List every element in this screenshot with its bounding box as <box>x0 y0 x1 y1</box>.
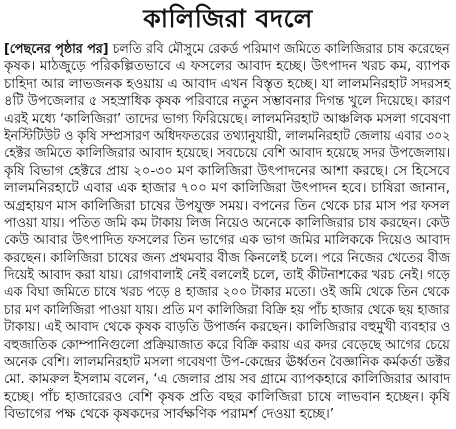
article-line: মো. কামরুল ইসলাম বলেন, ‘এ জেলার প্রায় সব গ্রামে ব্যাপকহারে কালিজিরার আবাদ <box>4 371 451 388</box>
article-line: অগ্রহায়ণ মাস কালিজিরা চাষের উপযুক্ত সময়। বপনের তিন থেকে চার মাস পর ফসল <box>4 197 450 214</box>
article-line: কৃষক। মাঠজুড়ে পরিকল্পিতভাবে এ ফসলের আবাদ হচ্ছে। উৎপাদন খরচ কম, ব্যাপক <box>4 58 450 75</box>
article-line: চাহিদা আর লাভজনক হওয়ায় এ আবাদ এখন বিস্তৃত হচ্ছে। যা লালমনিরহাট সদরসহ <box>4 75 451 92</box>
article-line: কেউ আবার উৎপাদিত ফসলের তিন ভাগের এক ভাগ জমির মালিককে দিয়েও আবাদ <box>4 232 451 249</box>
article-line: বহুজাতিক কোম্পানিগুলো প্রক্রিয়াজাত করে বিক্রি করায় এর কদর বেড়েছে আগের চেয়ে <box>4 336 450 353</box>
article-line: হেক্টর জমিতে কালিজিরার আবাদ হয়েছে। সবচেয়ে বেশি আবাদ হয়েছে সদর উপজেলায়। <box>4 145 451 162</box>
article-line: দিয়েই আবাদ করা যায়। রোগবালাই নেই বললেই চলে, তাই কীটনাশকের খরচ নেই। গড়ে <box>4 267 451 284</box>
article-line-text: চলতি রবি মৌসুমে রেকর্ড পরিমাণ জমিতে কালিজিরার চাষ করেছেন <box>108 41 450 57</box>
article-body <box>4 41 450 424</box>
article-line: এক বিঘা জমিতে চাষে খরচ পড়ে ৪ হাজার ২০০ টাকার মতো। ওই জমি থেকে তিন থেকে <box>4 284 450 301</box>
article-line: চার মণ কালিজিরা পাওয়া যায়। প্রতি মণ কালিজিরা বিক্রি হয় পাঁচ হাজার থেকে ছয় হাজার <box>4 301 450 318</box>
article-line: হচ্ছে। পাঁচ হাজারেরও বেশি কৃষক প্রতি বছর কালিজিরা চাষে লাভবান হচ্ছেন। কৃষি <box>4 388 450 405</box>
article-line: টাকায়। এই আবাদ থেকে কৃষক বাড়তি উপার্জন করছেন। কালিজিরার বহুমুখী ব্যবহার ও <box>4 319 451 336</box>
continued-from-label: [পেছনের পৃষ্ঠার পর] <box>4 41 109 57</box>
article-line: বিভাগের পক্ষ থেকে কৃষকদের সার্বক্ষণিক পরামর্শ দেওয়া হচ্ছে।’ <box>4 406 335 423</box>
article-line: করছেন। কালিজিরা চাষের জন্য প্রথমবার বীজ কিনলেই চলে। পরে নিজের খেতের বীজ <box>4 249 451 266</box>
article-line: পাওয়া যায়। পতিত জমি কম টাকায় লিজ নিয়েও অনেকে কালিজিরার চাষ করছেন। কেউ <box>4 214 450 231</box>
article-line: ৪টি উপজেলার ৫ সহস্রাধিক কৃষক পরিবারে নতুন সম্ভাবনার দিগন্ত খুলে দিয়েছে। কারণ <box>4 93 451 110</box>
article-line: লালমনিরহাটে এবার এক হাজার ৭০০ মণ কালিজিরা উৎপাদন হবে। চাষিরা জানান, <box>4 180 450 197</box>
article-line: অনেক বেশি। লালমনিরহাট মসলা গবেষণা উপ-কেন্দ্রের ঊর্ধ্বতন বৈজ্ঞানিক কর্মকর্তা ডক্টর <box>4 354 451 371</box>
article-line: ইনস্টিটিউট ও কৃষি সম্প্রসারণ অধিদফতরের তথ্যানুযায়ী, লালমনিরহাট জেলায় এবার ৩০২ <box>4 127 451 144</box>
article-line: কৃষি বিভাগ হেক্টরে প্রায় ২০-৩০ মণ কালিজিরা উৎপাদনের আশা করছে। সে হিসেবে <box>4 162 450 179</box>
article-line <box>4 41 450 58</box>
article-line: এরই মধ্যে ‘কালিজিরা’ তাদের ভাগ্য ফিরিয়েছে। লালমনিরহাট আঞ্চলিক মসলা গবেষণা <box>4 110 451 127</box>
article-headline: কালিজিরা বদলে <box>143 4 313 33</box>
